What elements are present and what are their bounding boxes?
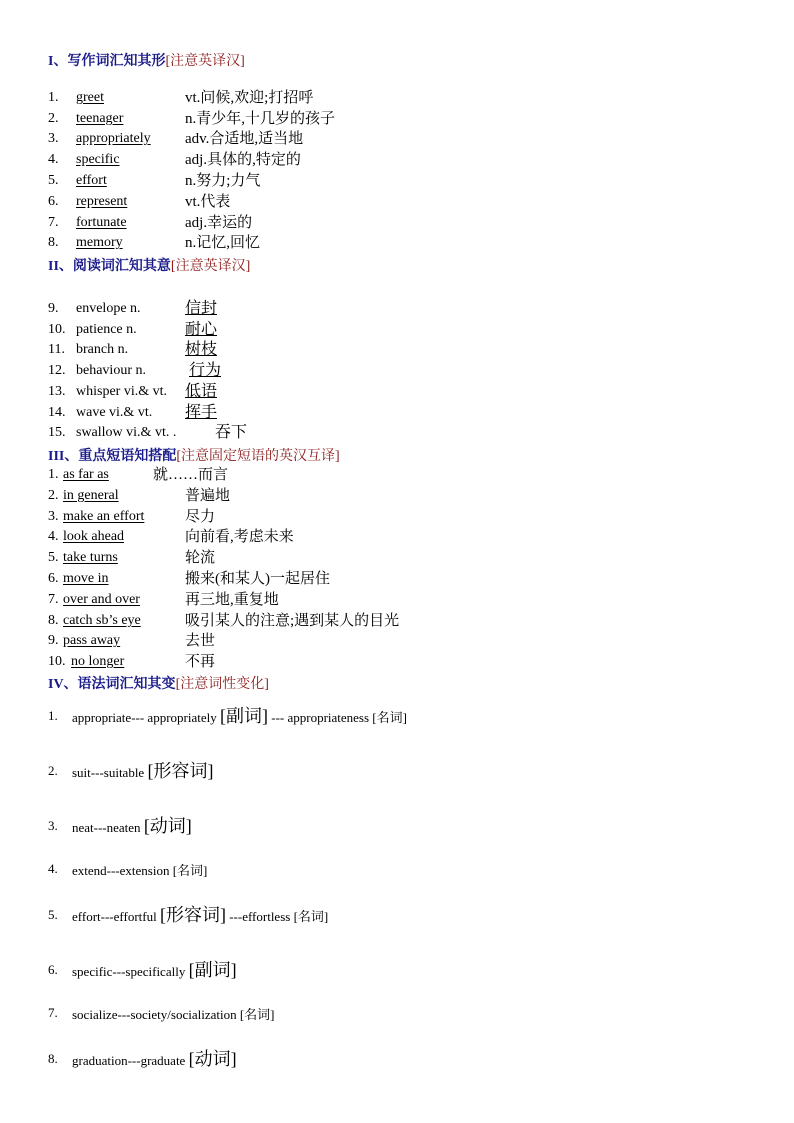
phrase-meaning: 搬来(和某人)一起居住 — [185, 571, 330, 587]
phrase-meaning: 就……而言 — [153, 467, 229, 483]
phrase-meaning: 吸引某人的注意;遇到某人的目光 — [185, 613, 400, 629]
item-number: 8. — [48, 235, 59, 250]
item-number: 9. — [48, 633, 59, 648]
grammar-part-b: [动词] — [188, 1049, 237, 1069]
item-number: 8. — [48, 1051, 58, 1066]
vocab-meaning: vt.问候,欢迎;打招呼 — [185, 90, 314, 106]
section-1-note: [注意英译汉] — [165, 54, 245, 69]
grammar-part-c: --- appropriateness [名词] — [267, 710, 407, 725]
item-number: 4. — [48, 152, 59, 167]
item-number: 8. — [48, 613, 59, 628]
grammar-part-a: extend---extension [名词] — [72, 863, 208, 878]
item-number: 5. — [48, 907, 58, 922]
grammar-text — [72, 706, 407, 728]
item-number: 4. — [48, 529, 59, 544]
item-number: 12. — [48, 363, 66, 378]
vocab-meaning: adj.幸运的 — [185, 215, 253, 231]
phrase-meaning: 普遍地 — [185, 488, 231, 504]
vocab-word: envelope n. — [76, 301, 141, 316]
grammar-part-a: appropriate--- appropriately — [72, 710, 220, 725]
vocab-word: teenager — [76, 111, 124, 126]
grammar-part-b: [动词] — [143, 816, 192, 836]
phrase-meaning: 不再 — [185, 654, 216, 670]
grammar-part-a: effort---effortful — [72, 909, 160, 924]
phrase-meaning: 再三地,重复地 — [185, 592, 279, 608]
item-number: 1. — [48, 708, 58, 723]
grammar-text — [72, 859, 207, 881]
vocab-meaning: 树枝 — [185, 341, 218, 358]
vocab-meaning: 行为 — [189, 362, 222, 379]
item-number: 15. — [48, 425, 66, 440]
vocab-meaning: 信封 — [185, 300, 218, 317]
vocab-word: wave vi.& vt. — [76, 405, 153, 420]
phrase-text: in general — [63, 488, 119, 503]
grammar-text — [72, 905, 328, 927]
vocab-word: behaviour n. — [76, 363, 146, 378]
grammar-text — [72, 1003, 275, 1025]
grammar-text — [72, 960, 237, 982]
phrase-text: over and over — [63, 592, 140, 607]
item-number: 6. — [48, 962, 58, 977]
vocab-meaning: adv.合适地,适当地 — [185, 131, 304, 147]
grammar-part-a: socialize---society/socialization [名词] — [72, 1007, 275, 1022]
item-number: 3. — [48, 818, 58, 833]
item-number: 7. — [48, 215, 59, 230]
vocab-word: memory — [76, 235, 123, 250]
section-2-title — [48, 255, 250, 275]
vocab-word: whisper vi.& vt. — [76, 384, 167, 399]
phrase-text: take turns — [63, 550, 118, 565]
grammar-part-a: graduation---graduate — [72, 1053, 189, 1068]
section-4-lead: IV、语法词汇知其变 — [48, 677, 176, 692]
section-4-note: [注意词性变化] — [175, 677, 269, 692]
item-number: 6. — [48, 571, 59, 586]
item-number: 1. — [48, 467, 59, 482]
vocab-meaning: n.记忆,回忆 — [185, 235, 261, 251]
section-1-lead: I、写作词汇知其形 — [48, 54, 166, 69]
grammar-part-a: specific---specifically — [72, 964, 189, 979]
vocab-meaning: 低语 — [185, 383, 218, 400]
vocab-word: represent — [76, 194, 128, 209]
item-number: 6. — [48, 194, 59, 209]
item-number: 11. — [48, 342, 65, 357]
phrase-text: pass away — [63, 633, 121, 648]
vocab-word: specific — [76, 152, 120, 167]
item-number: 5. — [48, 550, 59, 565]
vocab-meaning: n.青少年,十几岁的孩子 — [185, 111, 336, 127]
item-number: 14. — [48, 405, 66, 420]
phrase-text: move in — [63, 571, 109, 586]
vocab-meaning: 吞下 — [215, 424, 248, 441]
grammar-part-a: suit---suitable — [72, 765, 148, 780]
vocab-word: branch n. — [76, 342, 129, 357]
item-number: 1. — [48, 90, 59, 105]
section-3-note: [注意固定短语的英汉互译] — [176, 449, 340, 464]
item-number: 4. — [48, 861, 58, 876]
phrase-text: as far as — [63, 467, 109, 482]
vocab-meaning: 挥手 — [185, 404, 218, 421]
item-number: 10. — [48, 322, 66, 337]
phrase-meaning: 向前看,考虑未来 — [185, 529, 294, 545]
item-number: 13. — [48, 384, 66, 399]
phrase-text: no longer — [71, 654, 125, 669]
grammar-text — [72, 816, 192, 838]
grammar-part-b: [副词] — [219, 706, 268, 726]
phrase-meaning: 尽力 — [185, 509, 216, 525]
vocab-meaning: n.努力;力气 — [185, 173, 261, 189]
section-4-title — [48, 673, 269, 693]
item-number: 10. — [48, 654, 66, 669]
section-2-note: [注意英译汉] — [170, 259, 251, 274]
vocab-meaning: vt.代表 — [185, 194, 231, 210]
vocab-meaning: adj.具体的,特定的 — [185, 152, 301, 168]
item-number: 9. — [48, 301, 59, 316]
grammar-part-b: [形容词] — [159, 905, 226, 925]
item-number: 2. — [48, 488, 59, 503]
item-number: 2. — [48, 111, 59, 126]
section-2-lead: II、阅读词汇知其意 — [48, 259, 171, 274]
item-number: 3. — [48, 509, 59, 524]
grammar-part-b: [形容词] — [147, 761, 214, 781]
grammar-part-a: neat---neaten — [72, 820, 144, 835]
grammar-part-b: [副词] — [188, 960, 237, 980]
vocab-meaning: 耐心 — [185, 321, 218, 338]
vocab-word: effort — [76, 173, 107, 188]
grammar-part-c: ---effortless [名词] — [225, 909, 329, 924]
item-number: 5. — [48, 173, 59, 188]
vocab-word: greet — [76, 90, 104, 105]
item-number: 7. — [48, 592, 59, 607]
phrase-meaning: 轮流 — [185, 550, 216, 566]
section-1-title — [48, 50, 245, 70]
section-3-lead: III、重点短语知搭配 — [48, 449, 177, 464]
vocab-word: fortunate — [76, 215, 127, 230]
vocab-word: appropriately — [76, 131, 151, 146]
grammar-text — [72, 1049, 237, 1071]
section-3-title — [48, 445, 340, 465]
phrase-meaning: 去世 — [185, 633, 216, 649]
vocab-word: patience n. — [76, 322, 137, 337]
vocab-word: swallow vi.& vt. . — [76, 425, 177, 440]
phrase-text: look ahead — [63, 529, 125, 544]
item-number: 3. — [48, 131, 59, 146]
phrase-text: catch sb’s eye — [63, 613, 141, 628]
item-number: 2. — [48, 763, 58, 778]
grammar-text — [72, 761, 213, 783]
phrase-text: make an effort — [63, 509, 145, 524]
item-number: 7. — [48, 1005, 58, 1020]
